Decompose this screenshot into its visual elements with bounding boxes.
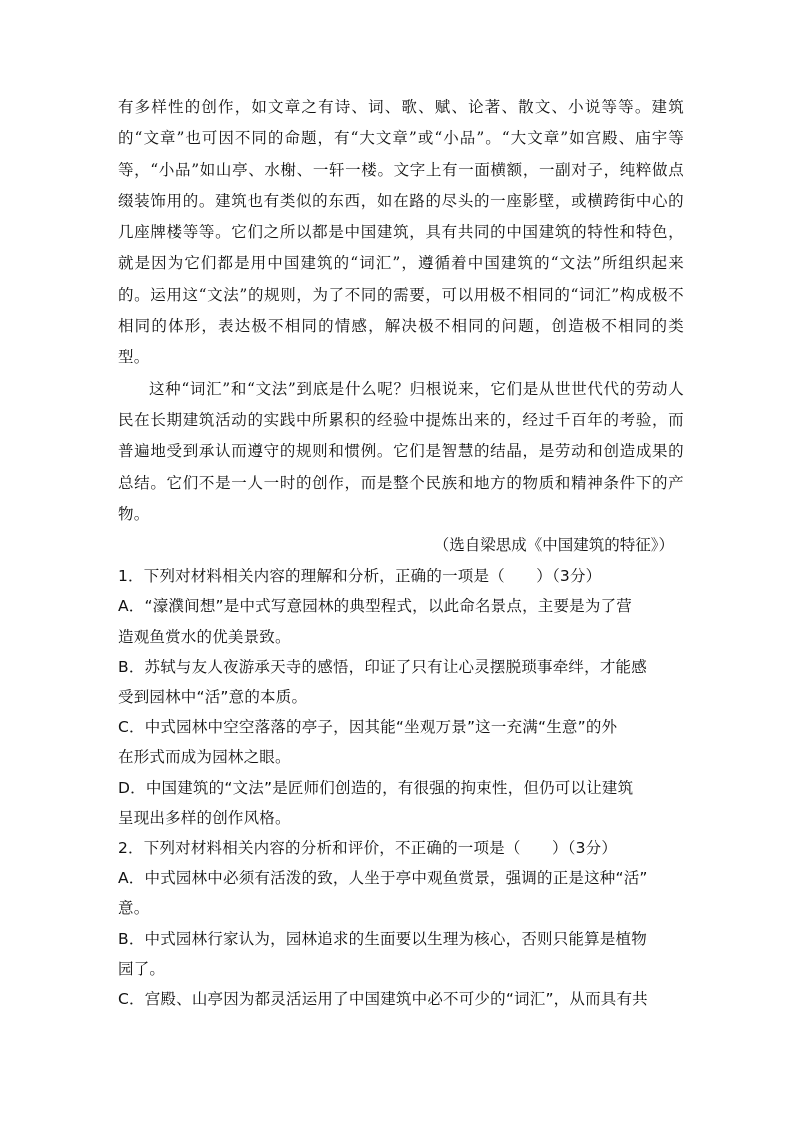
passage-paragraph-1: 有多样性的创作，如文章之有诗、词、歌、赋、论著、散文、小说等等。建筑的“文章”也可因不同的命题，有“大文章”或“小品”。“大文章”如宫殿、庙宇等等，“小品”如山亭、水榭、一轩一楼。文字上有一面横额，一副对子，纯粹做点缀装饰用的。建筑也有类似的东西，如在路的尽头的一座影壁，或横跨街中心的几座牌楼等等。它们之所以都是中国建筑，具有共同的中国建筑的特性和特色，就是因为它们都是用中国建筑的“词汇”，遵循着中国建筑的“文法”所组织起来的。运用这“文法”的规则，为了不同的需要，可以用极不相同的“词汇”构成极不相同的体形，表达极不相同的情感，解决极不相同的问题，创造极不相同的类型。 — [118, 98, 684, 367]
question-1-stem: 1．下列对材料相关内容的理解和分析，正确的一项是（ ）（3分） — [118, 567, 602, 586]
passage-source: （选自梁思成《中国建筑的特征》） — [433, 536, 674, 555]
option-text-line: 在形式而成为园林之眼。 — [118, 748, 291, 767]
question-1 — [118, 561, 684, 833]
option-text-line: 园了。 — [118, 959, 166, 978]
option-text-line: A．“濠濮间想”是中式写意园林的典型程式，以此命名景点，主要是为了营 — [118, 597, 632, 616]
document-page — [118, 92, 684, 1014]
option-text-line: B．苏轼与友人夜游承天寺的感悟，印证了只有让心灵摆脱琐事牵绊，才能感 — [118, 657, 647, 676]
passage-paragraph-2: 这种“词汇”和“文法”到底是什么呢？归根说来，它们是从世世代代的劳动人民在长期建筑活动的实践中所累积的经验中提炼出来的，经过千百年的考验，而普遍地受到承认而遵守的规则和惯例。它们是智慧的结晶，是劳动和创造成果的总结。它们不是一人一时的创作，而是整个民族和地方的物质和精神条件下的产物。 — [118, 379, 684, 523]
question-2-option-b[interactable] — [118, 924, 684, 984]
question-1-option-a[interactable] — [118, 591, 684, 651]
question-1-option-c[interactable] — [118, 712, 684, 772]
option-text-line: 意。 — [118, 899, 150, 918]
option-text-line: A．中式园林中必须有活泼的致，人坐于亭中观鱼赏景，强调的正是这种“活” — [118, 869, 648, 888]
option-text-line: 呈现出多样的创作风格。 — [118, 808, 291, 827]
option-text-line: D．中国建筑的“文法”是匠师们创造的，有很强的拘束性，但仍可以让建筑 — [118, 778, 634, 797]
question-2-stem: 2．下列对材料相关内容的分析和评价，不正确的一项是（ ）（3分） — [118, 838, 618, 857]
reading-passage — [118, 92, 684, 530]
question-2-option-c[interactable] — [118, 984, 684, 1014]
option-text-line: C．中式园林中空空落落的亭子，因其能“坐观万景”这一充满“生意”的外 — [118, 718, 618, 737]
option-text-line: B．中式园林行家认为，园林追求的生面要以生理为核心，否则只能算是植物 — [118, 929, 647, 948]
option-text-line: C．宫殿、山亭因为都灵活运用了中国建筑中必不可少的“词汇”，从而具有共 — [118, 990, 648, 1008]
question-2-option-a[interactable] — [118, 863, 684, 923]
question-1-option-d[interactable] — [118, 773, 684, 833]
question-2 — [118, 833, 684, 1014]
option-text-line: 受到园林中“活”意的本质。 — [118, 687, 308, 706]
question-1-option-b[interactable] — [118, 652, 684, 712]
option-text-line: 造观鱼赏水的优美景致。 — [118, 627, 291, 646]
